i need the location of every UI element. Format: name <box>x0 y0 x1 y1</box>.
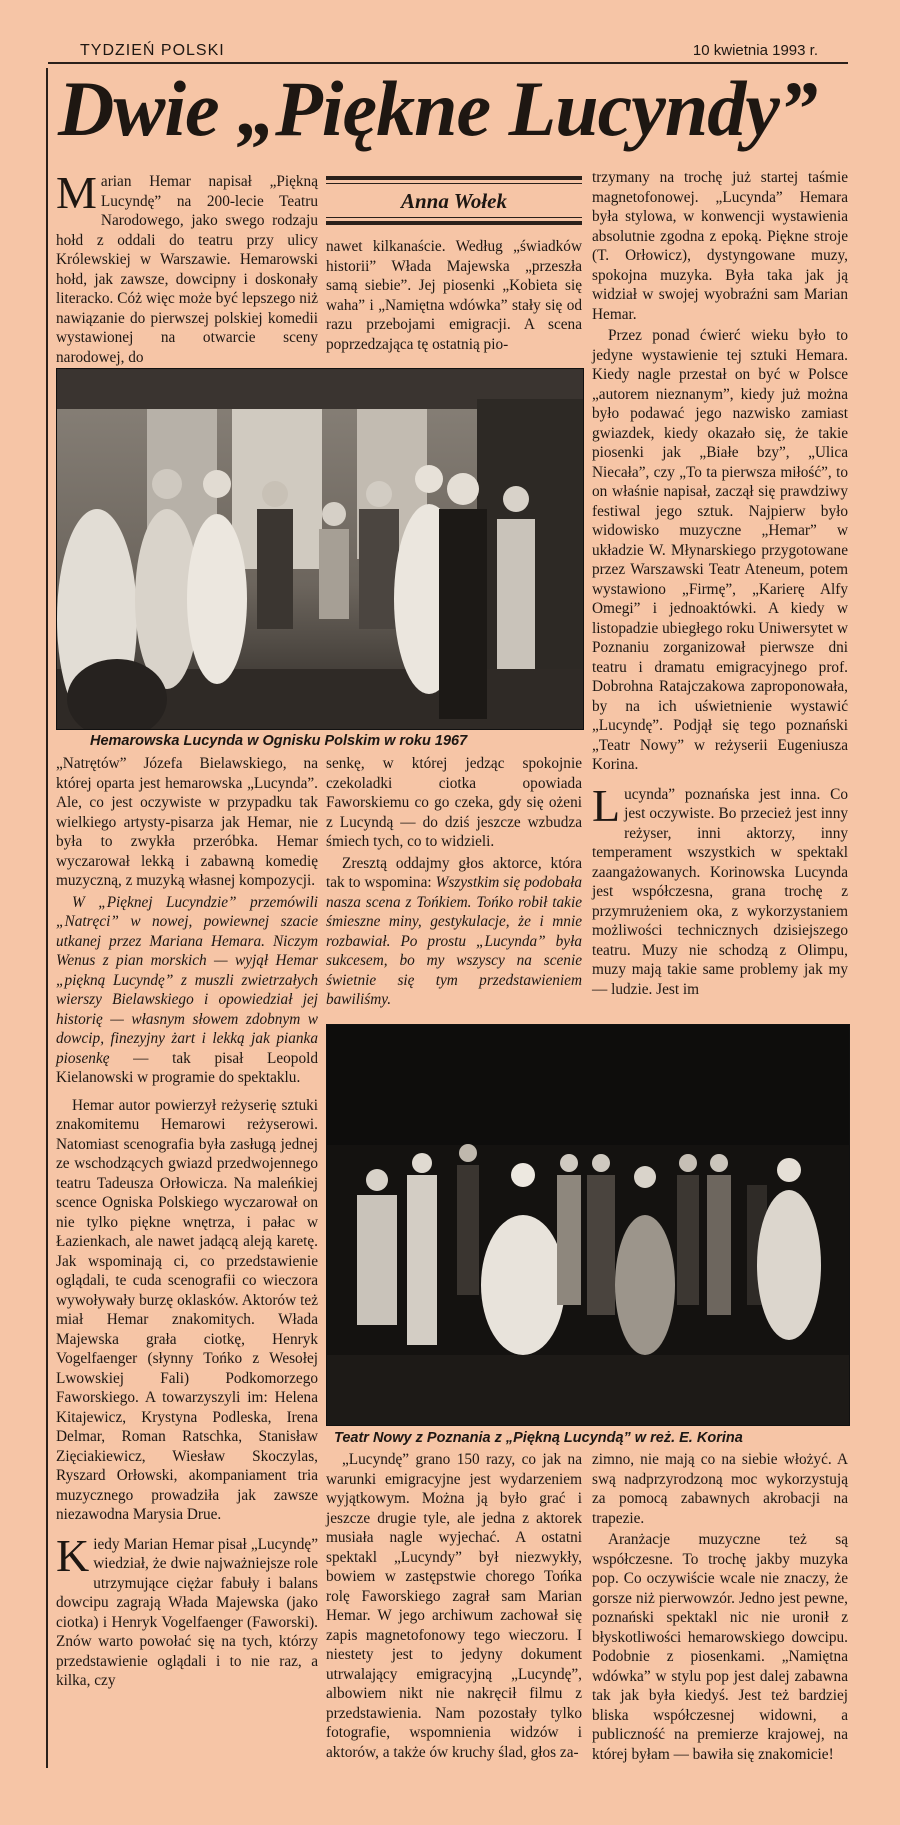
publication-name: TYDZIEŃ POLSKI <box>80 42 225 59</box>
column-2-paragraph-2-quote: Wszystkim się podobała nasza scena z Tońkiem. Tońko robił takie śmieszne miny, gestykulacje, że i mnie rozbawiał. Po prostu „Lucynda” była sukcesem, bo my wszyscy na scenie świetnie się tym przedstawieniem bawiliśmy. <box>326 874 582 1008</box>
column-3-top <box>592 168 848 999</box>
column-1-paragraph-2 <box>56 893 318 1088</box>
photo-poznan-stage <box>326 1024 850 1426</box>
column-2-paragraph-1: senkę, w której jedząc spokojnie czekoladki ciotka opowiada Faworskiemu co go czeka, gdy się ożeni z Lucyndą — do dziś jeszcze wzbudza śmiech tych, co to widzieli. <box>326 755 582 850</box>
column-1-paragraph-3: Hemar autor powierzył reżyserię sztuki znakomitemu Hemarowi reżyserowi. Natomiast scenografia była zasługą jednej ze wschodzących gwiazd przedwojennego teatru Tadeusza Orłowicza. Na maleńkiej scence Ogniska Polskiego wyczarował on nie tylko piękne wnętrza, i pałac w Łazienkach, ale nawet jadącą aleją karetę. Jak wspominają ci, co przedstawienie oglądali, te cuda scenografii co wieczora wywoływały burzę oklasków. Aktorów też miał Hemar znakomitych. Włada Majewska grała ciotkę, Henryk Vogelfaenger (słynny Tońko z Wesołej Lwowskiej Fali) Podkomorzego Faworskiego. A towarzyszyli im: Helena Kitajewicz, Krystyna Podleska, Irena Delmar, Roman Ratschka, Stanisław Zięciakiewicz, Wiesław Skoczylas, Ryszard Orłowski, akompaniament tria muzycznego prowadziła jak zawsze niezawodna Marysia Drue. <box>56 1096 318 1523</box>
column-2-paragraph-3: „Lucyndę” grano 150 razy, co jak na warunki emigracyjne jest wydarzeniem wyjątkowym. Można ją było grać i jeszcze drugie tyle, ale jedna z aktorek musiała nagle wyjechać. A ostatni spektakl „Lucyndy” był niezwykły, bowiem w zastępstwie chorego Tońka rolę Faworskiego zagrał sam Marian Hemar. W jego archiwum zachował się zapis magnetofonowy tego wieczoru. I niestety jest to jedyny dokument utrwalający emigracyjną „Lucyndę”, albowiem nikt nie nakręcił filmu z przedstawienia. Nam pozostały tylko fotografie, wspomnienia widzów i aktorów, a także ów kruchy ślad, głos za- <box>326 1451 582 1761</box>
column-3-paragraph-1: trzymany na trochę już startej taśmie magnetofonowej. „Lucynda” Hemara była stylowa, w konwencji wystawienia absolutnie zgodna z epoką. Piękne stroje (T. Orłowicz), dystyngowane muzy, spokojna muzyka. Była taka jak ją widział w swojej wyobraźni sam Marian Hemar. <box>592 169 848 323</box>
drop-cap-k: K <box>56 1529 90 1581</box>
page-header <box>48 40 848 64</box>
column-1-paragraph-1: „Natrętów” Józefa Bielawskiego, na której oparta jest hemarowska „Lucynda”. Ale, co jest oczywiste w przypadku tak wielkiego artysty-pisarza jak Hemar, nie była to zwykła przeróbka. Hemar wyczarował lekką i zabawną komedię muzyczną, z muzyką własnej kompozycji. <box>56 755 318 889</box>
column-1-paragraph-4 <box>56 1529 318 1691</box>
lead-text: arian Hemar napisał „Piękną Lucyndę” na 200-lecie Teatru Narodowego, jako swego rodzaju hołd z oddali do teatru przy ulicy Królewskiej w Warszawie. Hemarowski hołd, jak zawsze, dowcipny i doskonały literacko. Cóż więc może być lepszego niż nawiązanie do pierwszej polskiej komedii wystawionej na otwarcie sceny narodowej, do <box>56 173 318 366</box>
column-2-continued <box>326 1450 582 1762</box>
photo-1967-caption: Hemarowska Lucynda w Ognisku Polskim w roku 1967 <box>90 733 468 749</box>
lead-paragraph <box>56 167 318 367</box>
stage-photo-1967-image <box>57 369 583 729</box>
author-name: Anna Wołek <box>400 189 507 213</box>
byline-box <box>326 176 582 228</box>
column-3-continued <box>592 1450 848 1764</box>
column-1-top <box>56 167 318 367</box>
column-3-paragraph-3-text: ucynda” poznańska jest inna. Co jest oczywiste. Bo przecież jest inny reżyser, inni aktorzy, inny temperament wszystkich w spektakl zaangażowanych. Korinowska Lucynda jest współczesna, grana trochę z przymrużeniem oka, z wykorzystaniem możliwości technicznych dzisiejszego teatru. Muzy nie schodzą z Olimpu, muzy mają takie same problemy jak my — ludzie. Jest im <box>592 785 848 998</box>
byline-rule-bottom-thin <box>326 217 582 218</box>
column-2-paragraph-2-intro: Zresztą oddajmy głos aktorce, która tak to wspomina: <box>326 854 582 891</box>
column-3-paragraph-2: Przez ponad ćwierć wieku było to jedyne wystawienie tej sztuki Hemara. Kiedy nagle przestał on być w Polsce „autorem nieznanym”, kiedy już można było podawać jego nazwisko zamiast gwiazdek, kiedy okazało się, że takie piosenki jak „Białe bzy”, „Ulica Niecała”, czy „To ta pierwsza miłość”, to on właśnie napisał, zaczął się prawdziwy festiwal jego sztuk. Najpierw było widowisko muzyczne „Hemar” w układzie W. Młynarskiego przygotowane przez Warszawski Teatr Ateneum, potem wystawiono „Firmę”, „Karierę Alfy Omegi” i jednoaktówki. A kiedy w listopadzie ubiegłego roku Uniwersytet w Poznaniu zorganizował pierwsze dni teatru i dramatu emigracyjnego prof. Dobrohna Ratajczakowa zaproponowała, by na ich uświetnienie wystawić „Lucyndę”. Podjął się tego poznański „Teatr Nowy” w reżyserii Eugeniusza Korina. <box>592 327 848 773</box>
drop-cap-l: L <box>592 779 621 831</box>
photo-1967-stage <box>56 368 584 730</box>
column-3-paragraph-3 <box>592 779 848 1000</box>
column-1-paragraph-2-tail: — tak pisał Leopold Kielanowski w programie do spektaklu. <box>56 1049 318 1086</box>
column-2-top-text: nawet kilkanaście. Według „świadków historii” Włada Majewska „przeszła samą siebie”. Jej piosenki „Kobieta się waha” i „Namiętna wdówka” stały się od razu przebojami emigracji. A scena poprzedzająca tę ostatnią pio- <box>326 238 582 353</box>
column-1-paragraph-4-text: iedy Marian Hemar pisał „Lucyndę” wiedział, że dwie najważniejsze role utrzymujące ciężar fabuły i balans dowcipu zagrają Włada Majewska (jako ciotka) i Henryk Vogelfaenger (Faworski). Znów warto powołać się na tych, którzy przedstawienie oglądali i to nie raz, a kilka, czy <box>56 1535 318 1689</box>
article-title: Dwie „Piękne Lucyndy” <box>58 65 817 152</box>
stage-photo-poznan-image <box>327 1025 849 1425</box>
column-3-paragraph-4: zimno, nie mają co na siebie włożyć. A swą nadprzyrodzoną moc wykorzystują za pomocą zabawnych akrobacji na trapezie. <box>592 1451 848 1527</box>
column-3-paragraph-5: Aranżacje muzyczne też są współczesne. To trochę jakby muzyka pop. Co oczywiście wcale nie znaczy, że gorsze niż pierwowzór. Jedno jest pewne, poznański spektakl nic nie uronił z błyskotliwości hemarowskiego dowcipu. Podobnie z piosenkami. „Namiętna wdówka” w stylu pop jest dalej zabawna tak jak była kiedyś. Jest też bardziej bliska współczesnej widowni, a publiczność na premierze krajowej, na której byłam — bawiła się znakomicie! <box>592 1531 848 1763</box>
byline-rule-bottom <box>326 221 582 225</box>
column-1-paragraph-2-quote: W „Pięknej Lucyndzie” przemówili „Natręci” w nowej, powiewnej szacie utkanej przez Mariana Hemara. Niczym Wenus z pian morskich — wyjął Hemar „piękną Lucyndę” z muszli zwietrzałych wierszy Bielawskiego i opowiedział jej historię — własnym słowem zdobnym w dowcip, finezyjny żart i lekką jak pianka piosenkę <box>56 893 318 1067</box>
issue-date: 10 kwietnia 1993 r. <box>692 42 818 59</box>
photo-poznan-caption: Teatr Nowy z Poznania z „Piękną Lucyndą” w reż. E. Korina <box>334 1430 743 1446</box>
drop-cap-m: M <box>56 167 97 218</box>
byline-rule-top <box>326 176 582 180</box>
column-2-bottom <box>326 754 582 1010</box>
column-2-paragraph-2 <box>326 854 582 1010</box>
column-1-bottom <box>56 754 318 1691</box>
left-column-rule <box>46 68 48 1768</box>
column-2-top <box>326 237 582 354</box>
